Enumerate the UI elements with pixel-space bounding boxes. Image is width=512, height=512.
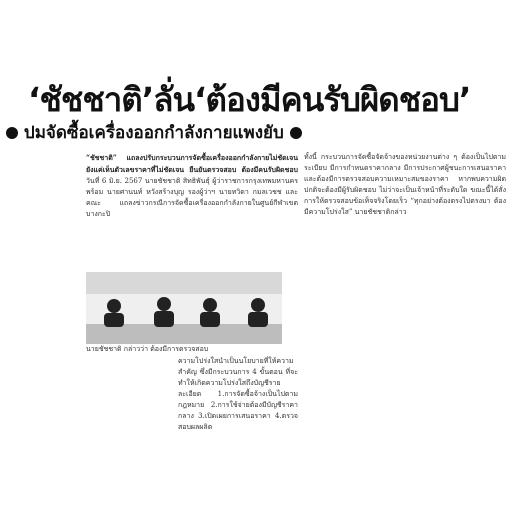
subheadline-text: ปมจัดซื้อเครื่องออกกำลังกายแพงยับ — [23, 123, 284, 143]
photo-caption: นายชัชชาติ กล่าวว่า ต้องมีการตรวจสอบ — [86, 345, 209, 353]
bullet-icon — [6, 127, 18, 139]
lead-body-text: วันที่ 6 มิ.ย. 2567 นายชัชชาติ สิทธิพันธุ์ ผู้ว่าราชการกรุงเทพมหานคร พร้อม นายศานนท์ หวังสร้างบุญ รองผู้ว่าฯ นายทวิดา กมลเวชช และคณะ แถลงข่าวกรณีการจัดซื้อเครื่องออกกำลังกายในศูนย์กีฬาเขตบางกะปิ — [86, 177, 298, 218]
news-photo — [86, 272, 282, 344]
press-conference-photo — [86, 272, 282, 344]
subheadline — [6, 122, 506, 144]
body-column-right: ทั้งนี้ กระบวนการจัดซื้อจัดจ้างของหน่วยงานต่าง ๆ ต้องเป็นไปตามระเบียบ มีการกำหนดราคากลาง มีการประกาศผู้ชนะการเสนอราคา และต้องมีการตรวจสอบความเหมาะสมของราคา หากพบความผิดปกติจะต้องมีผู้รับผิดชอบ ไม่ว่าจะเป็นเจ้าหน้าที่ระดับใด ขณะนี้ได้สั่งการให้ตรวจสอบข้อเท็จจริงโดยเร็ว “ทุกอย่างต้องตรงไปตรงมา ต้องมีความโปร่งใส” นายชัชชาติกล่าว — [304, 153, 506, 216]
bullet-icon — [290, 127, 302, 139]
lead-paragraph — [86, 152, 298, 272]
lead-bold-text: “ชัชชาติ” แถลงปรับกระบวนการจัดซื้อเครื่องออกกำลังกายไม่ชัดเจน ยังแค่เห็นตัวเลขราคาที่ไม่ชัดเจน ยืนยันตรวจสอบ ต้องมีคนรับผิดชอบ — [86, 153, 298, 174]
body-column-left: ความโปร่งใสนำเป็นนโยบายที่ให้ความสำคัญ ซึ่งมีกระบวนการ 4 ขั้นตอน ที่จะทำให้เกิดความโปร่งใสถึงบัญชีรายละเอียด 1.การจัดซื้อจ้างเป็นไปตามกฎหมาย 2.การใช้จ่ายต้องมีบัญชีราคากลาง 3.เปิดเผยการเสนอราคา 4.ตรวจสอบผลผลิต — [178, 357, 298, 431]
headline: ‘ชัชชาติ’ลั่น‘ต้องมีคนรับผิดชอบ’ — [28, 80, 471, 119]
